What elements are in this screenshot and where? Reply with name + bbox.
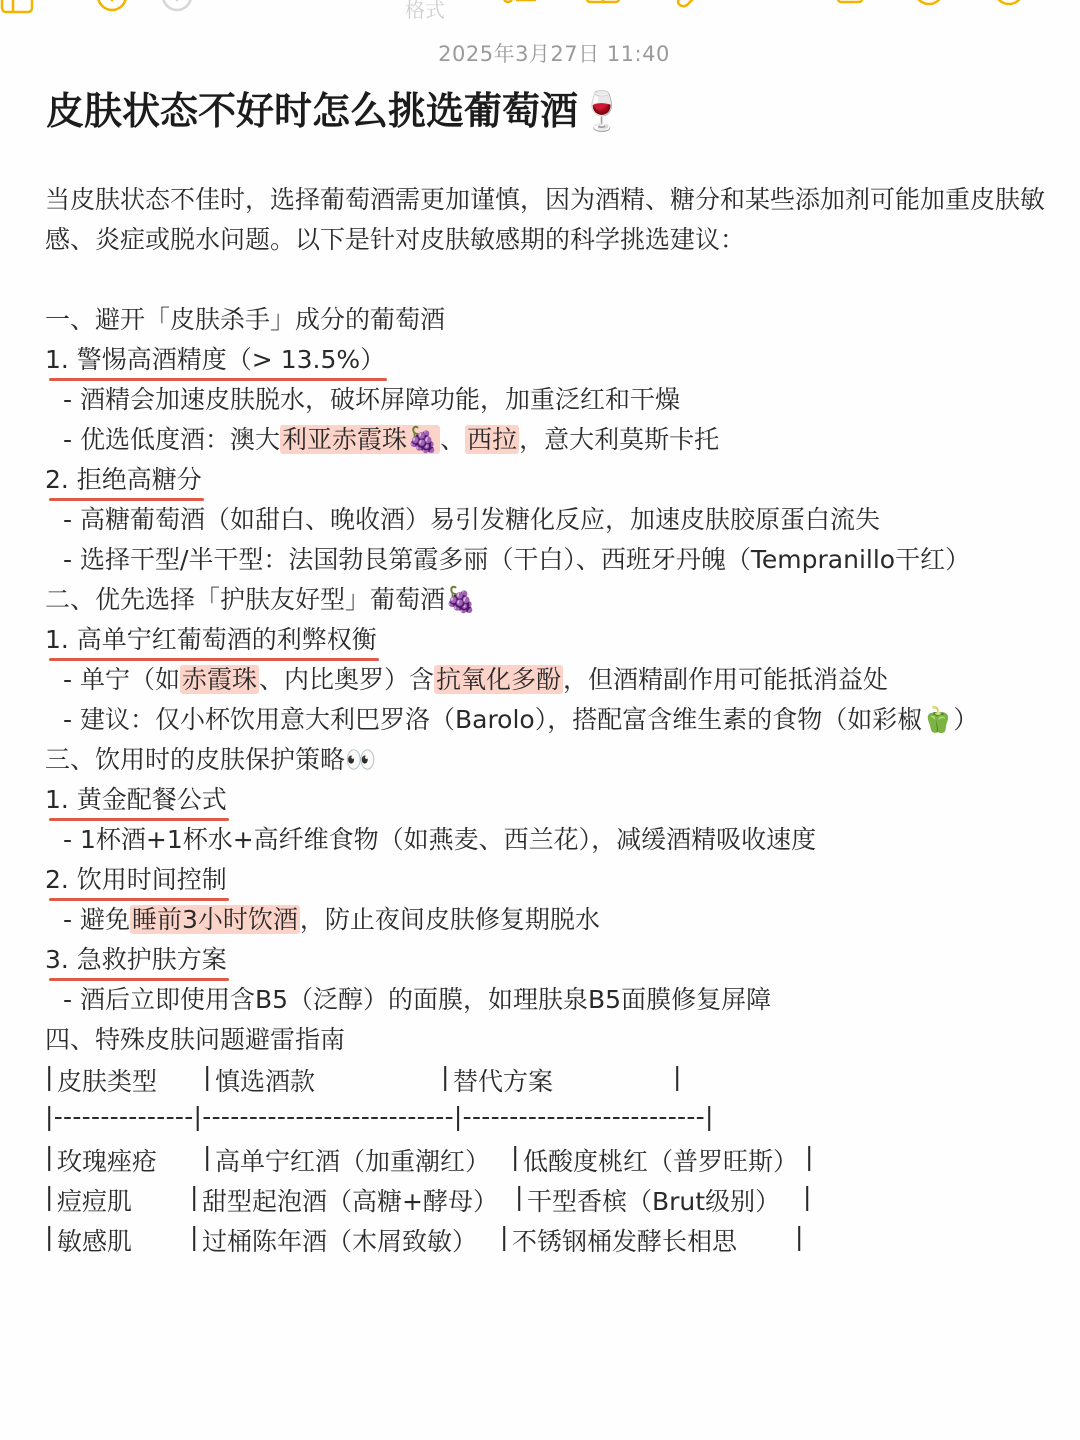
section-heading: 三、饮用时的皮肤保护策略👀: [45, 745, 377, 774]
format-button[interactable]: 格式: [405, 0, 445, 22]
table-header-row: | 皮肤类型 | 慎选酒款 | 替代方案 |: [45, 1062, 682, 1096]
text-segment: - 单宁（如: [63, 665, 180, 694]
underlined-text: 1. 黄金配餐公式: [45, 782, 227, 818]
markup-icon[interactable]: [912, 0, 946, 16]
text-segment: ，意大利莫斯卡托: [519, 425, 720, 454]
underlined-text: 1. 警惕高酒精度（> 13.5%）: [45, 342, 385, 378]
more-icon[interactable]: [992, 0, 1026, 16]
text-segment: 、: [440, 425, 466, 454]
list-item: [45, 780, 1055, 820]
bullet-item: - 高糖葡萄酒（如甜白、晚收酒）易引发糖化反应，加速皮肤胶原蛋白流失: [63, 505, 880, 534]
table-cell: 敏感肌: [57, 1227, 133, 1256]
table-header-cell: 替代方案: [453, 1067, 554, 1096]
highlighted-text: 抗氧化多酚: [436, 665, 562, 694]
table-cell: 低酸度桃红（普罗旺斯）: [523, 1147, 799, 1176]
table-header-cell: 慎选酒款: [215, 1067, 316, 1096]
intro-paragraph[interactable]: 当皮肤状态不佳时，选择葡萄酒需更加谨慎，因为酒精、糖分和某些添加剂可能加重皮肤敏感、炎症或脱水问题。以下是针对皮肤敏感期的科学挑选建议：: [45, 185, 1046, 254]
text-segment: ，防止夜间皮肤修复期脱水: [299, 905, 600, 934]
bullet-item: [45, 900, 1055, 940]
undo-icon[interactable]: [95, 0, 129, 16]
bullet-item: - 选择干型/半干型：法国勃艮第霞多丽（干白）、西班牙丹魄（Tempranillo干红）: [63, 545, 971, 574]
section-heading: 四、特殊皮肤问题避雷指南: [45, 1025, 346, 1054]
underlined-text: 3. 急救护肤方案: [45, 942, 227, 978]
attachment-icon[interactable]: [670, 0, 704, 16]
list-item: [45, 620, 1055, 660]
table-icon[interactable]: [586, 0, 620, 16]
bullet-item: - 建议：仅小杯饮用意大利巴罗洛（Barolo），搭配富含维生素的食物（如彩椒🫑）: [63, 705, 979, 734]
table-row: | 玫瑰痤疮 | 高单宁红酒（加重潮红） | 低酸度桃红（普罗旺斯） |: [45, 1142, 814, 1176]
underlined-text: 1. 高单宁红葡萄酒的利弊权衡: [45, 622, 377, 658]
bullet-item: [45, 420, 1055, 460]
note-title[interactable]: [46, 80, 625, 135]
table-cell: 痘痘肌: [57, 1187, 133, 1216]
underlined-text: 2. 饮用时间控制: [45, 862, 227, 898]
table-cell: 干型香槟（Brut级别）: [527, 1187, 781, 1216]
table-row: | 敏感肌 | 过桶陈年酒（木屑致敏） | 不锈钢桶发酵长相思 |: [45, 1222, 804, 1256]
bullet-item: - 1杯酒+1杯水+高纤维食物（如燕麦、西兰花），减缓酒精吸收速度: [63, 825, 817, 854]
table-separator: |---------------|---------------------------|--------------------------|: [45, 1102, 714, 1131]
bullet-item: [45, 660, 1055, 700]
list-item: [45, 940, 1055, 980]
table-cell: 甜型起泡酒（高糖+酵母）: [202, 1187, 498, 1216]
section-heading: 二、优先选择「护肤友好型」葡萄酒🍇: [45, 585, 477, 614]
toolbar: [0, 0, 1080, 22]
title-text: 皮肤状态不好时怎么挑选葡萄酒: [46, 89, 579, 133]
table-header-cell: 皮肤类型: [57, 1067, 158, 1096]
table-separator-row: [45, 1100, 945, 1140]
highlighted-text: 利亚赤霞珠🍇: [281, 425, 439, 454]
text-segment: ，但酒精副作用可能抵消益处: [563, 665, 889, 694]
list-item: [45, 340, 1055, 380]
table-row: | 痘痘肌 | 甜型起泡酒（高糖+酵母） | 干型香槟（Brut级别） |: [45, 1182, 812, 1216]
bullet-item: - 酒后立即使用含B5（泛醇）的面膜，如理肤泉B5面膜修复屏障: [63, 985, 772, 1014]
table-cell: 不锈钢桶发酵长相思: [512, 1227, 738, 1256]
table-cell: 过桶陈年酒（木屑致敏）: [202, 1227, 478, 1256]
underlined-text: 2. 拒绝高糖分: [45, 462, 202, 498]
list-item: [45, 460, 1055, 500]
list-item: [45, 860, 1055, 900]
note-body[interactable]: [45, 300, 1055, 1060]
note-date: 2025年3月27日 11:40: [438, 42, 670, 66]
table-cell: 高单宁红酒（加重潮红）: [215, 1147, 491, 1176]
redo-icon[interactable]: [160, 0, 194, 16]
wine-glass-icon: 🍷: [578, 89, 626, 133]
text-segment: - 优选低度酒：澳大: [63, 425, 280, 454]
share-icon[interactable]: [833, 0, 867, 16]
highlighted-text: 西拉: [467, 425, 518, 454]
text-segment: - 避免: [63, 905, 130, 934]
bullet-item: - 酒精会加速皮肤脱水，破坏屏障功能，加重泛红和干燥: [63, 385, 680, 414]
highlighted-text: 睡前3小时饮酒: [131, 905, 298, 934]
sidebar-icon[interactable]: [0, 0, 34, 16]
highlighted-text: 赤霞珠: [181, 665, 257, 694]
section-heading: 一、避开「皮肤杀手」成分的葡萄酒: [45, 305, 446, 334]
table-cell: 玫瑰痤疮: [57, 1147, 158, 1176]
markdown-table: [45, 1060, 945, 1260]
checklist-icon[interactable]: [502, 0, 536, 16]
text-segment: 、内比奥罗）含: [258, 665, 434, 694]
